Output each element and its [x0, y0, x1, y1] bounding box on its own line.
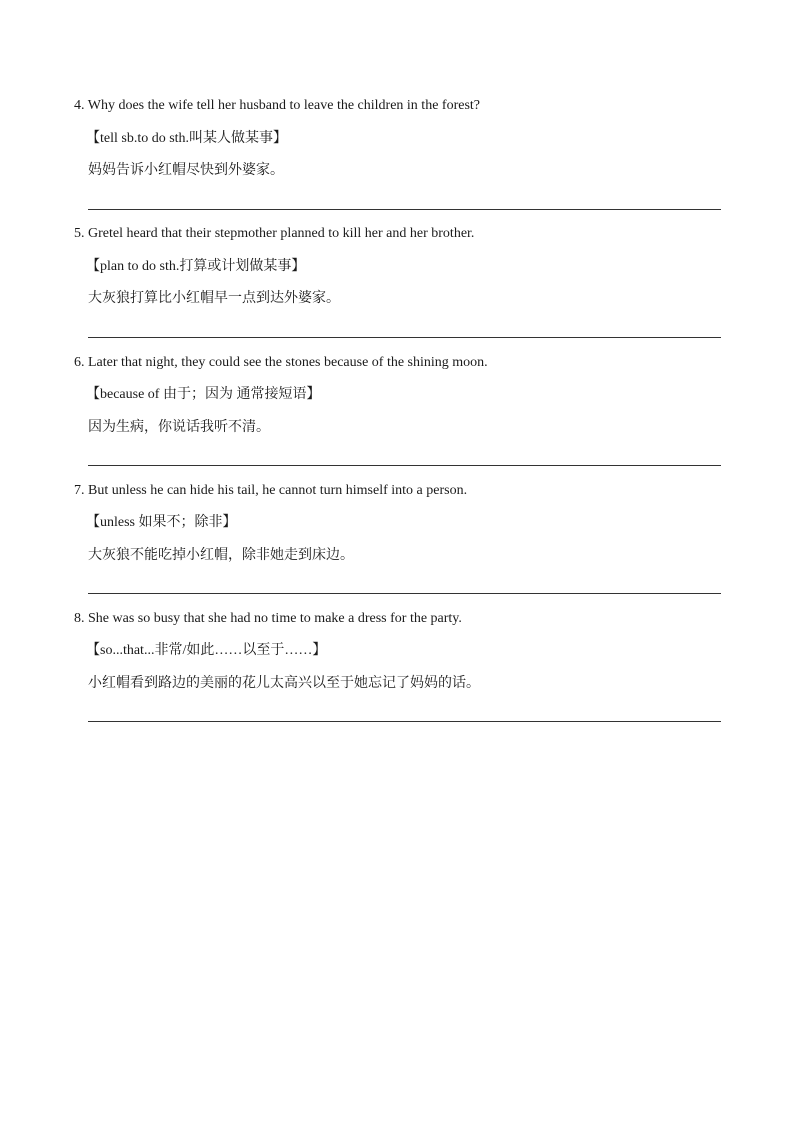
translation-prompt: 大灰狼不能吃掉小红帽，除非她走到床边。 [88, 548, 354, 563]
question-text: 5. Gretel heard that their stepmother planned to kill her and her brother. [74, 226, 475, 241]
grammar-hint: 【because of 由于；因为 通常接短语】 [86, 387, 321, 402]
translation-prompt: 大灰狼打算比小红帽早一点到达外婆家。 [88, 291, 340, 306]
translation-prompt: 妈妈告诉小红帽尽快到外婆家。 [88, 163, 284, 178]
grammar-hint: 【unless 如果不；除非】 [86, 515, 237, 530]
translation-prompt: 小红帽看到路边的美丽的花儿太高兴以至于她忘记了妈妈的话。 [88, 676, 480, 691]
answer-line[interactable] [88, 593, 721, 594]
question-text: 4. Why does the wife tell her husband to leave the children in the forest? [74, 98, 480, 113]
answer-line[interactable] [88, 465, 721, 466]
question-text: 8. She was so busy that she had no time to make a dress for the party. [74, 611, 462, 626]
translation-prompt: 因为生病，你说话我听不清。 [88, 420, 270, 435]
question-text: 6. Later that night, they could see the stones because of the shining moon. [74, 355, 488, 370]
answer-line[interactable] [88, 337, 721, 338]
grammar-hint: 【tell sb.to do sth.叫某人做某事】 [86, 131, 288, 146]
grammar-hint: 【plan to do sth.打算或计划做某事】 [86, 259, 306, 274]
grammar-hint: 【so...that...非常/如此……以至于……】 [86, 643, 327, 658]
answer-line[interactable] [88, 721, 721, 722]
answer-line[interactable] [88, 209, 721, 210]
question-text: 7. But unless he can hide his tail, he cannot turn himself into a person. [74, 483, 468, 498]
